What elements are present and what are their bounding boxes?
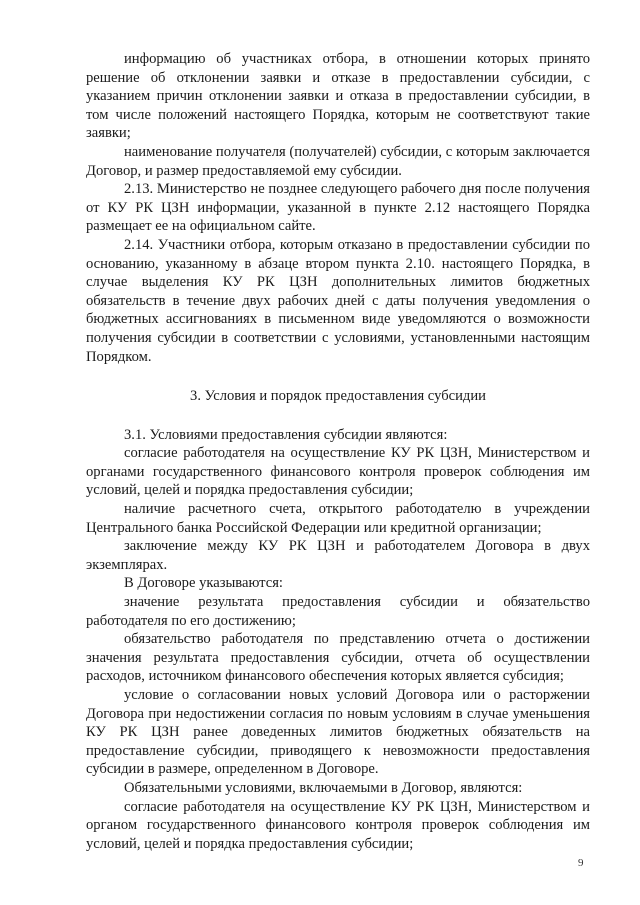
paragraph: информацию об участниках отбора, в отношении которых принято решение об отклонении заявки и отказе в предоставлении субсидии, с указанием причин отклонении заявки и отказа в предоставлении субсидии, в том числе положений настоящего Порядка, которым не соответствуют такие заявки; (86, 51, 590, 142)
paragraph: В Договоре указываются: (124, 575, 283, 592)
paragraph: значение результата предоставления субсидии и обязательство работодателя по его достижению; (86, 594, 590, 629)
paragraph: 3.1. Условиями предоставления субсидии являются: (124, 426, 448, 443)
page-number: 9 (578, 857, 584, 869)
paragraph: заключение между КУ РК ЦЗН и работодателем Договора в двух экземплярах. (86, 538, 590, 573)
paragraph: согласие работодателя на осуществление КУ РК ЦЗН, Министерством и органом государственного финансового контроля проверок соблюдения им условий, целей и порядка предоставления субсидии; (86, 798, 590, 852)
paragraph: 2.13. Министерство не позднее следующего рабочего дня после получения от КУ РК ЦЗН информации, указанной в пункте 2.12 настоящего Порядка размещает ее на официальном сайте. (86, 181, 590, 235)
paragraph: обязательство работодателя по представлению отчета о достижении значения результата предоставления субсидии, отчета об осуществлении расходов, источником финансового обеспечения которых является субсидия; (86, 631, 590, 685)
paragraph: Обязательными условиями, включаемыми в Договор, являются: (124, 779, 523, 796)
section-heading: 3. Условия и порядок предоставления субсидии (190, 388, 486, 405)
document-page (86, 50, 590, 853)
paragraph: наличие расчетного счета, открытого работодателю в учреждении Центрального банка Российской Федерации или кредитной организации; (86, 501, 590, 536)
paragraph: 2.14. Участники отбора, которым отказано в предоставлении субсидии по основанию, указанному в абзаце втором пункта 2.10. настоящего Порядка, в случае выделения КУ РК ЦЗН дополнительных лимитов бюджетных обязательств в течение двух рабочих дней с даты получения уведомления о бюджетных ассигнованиях в письменном виде уведомляются о возможности получения субсидии в соответствии с условиями, установленными настоящим Порядком. (86, 236, 590, 365)
paragraph: условие о согласовании новых условий Договора или о расторжении Договора при недостижении согласия по новым условиям в случае уменьшения КУ РК ЦЗН ранее доведенных лимитов бюджетных обязательств на предоставление субсидии, приводящего к невозможности предоставления субсидии в размере, определенном в Договоре. (86, 687, 590, 778)
paragraph: наименование получателя (получателей) субсидии, с которым заключается Договор, и размер предоставляемой ему субсидии. (86, 143, 590, 179)
paragraph: согласие работодателя на осуществление КУ РК ЦЗН, Министерством и органами государственного финансового контроля проверок соблюдения им условий, целей и порядка предоставления субсидии; (86, 445, 590, 499)
